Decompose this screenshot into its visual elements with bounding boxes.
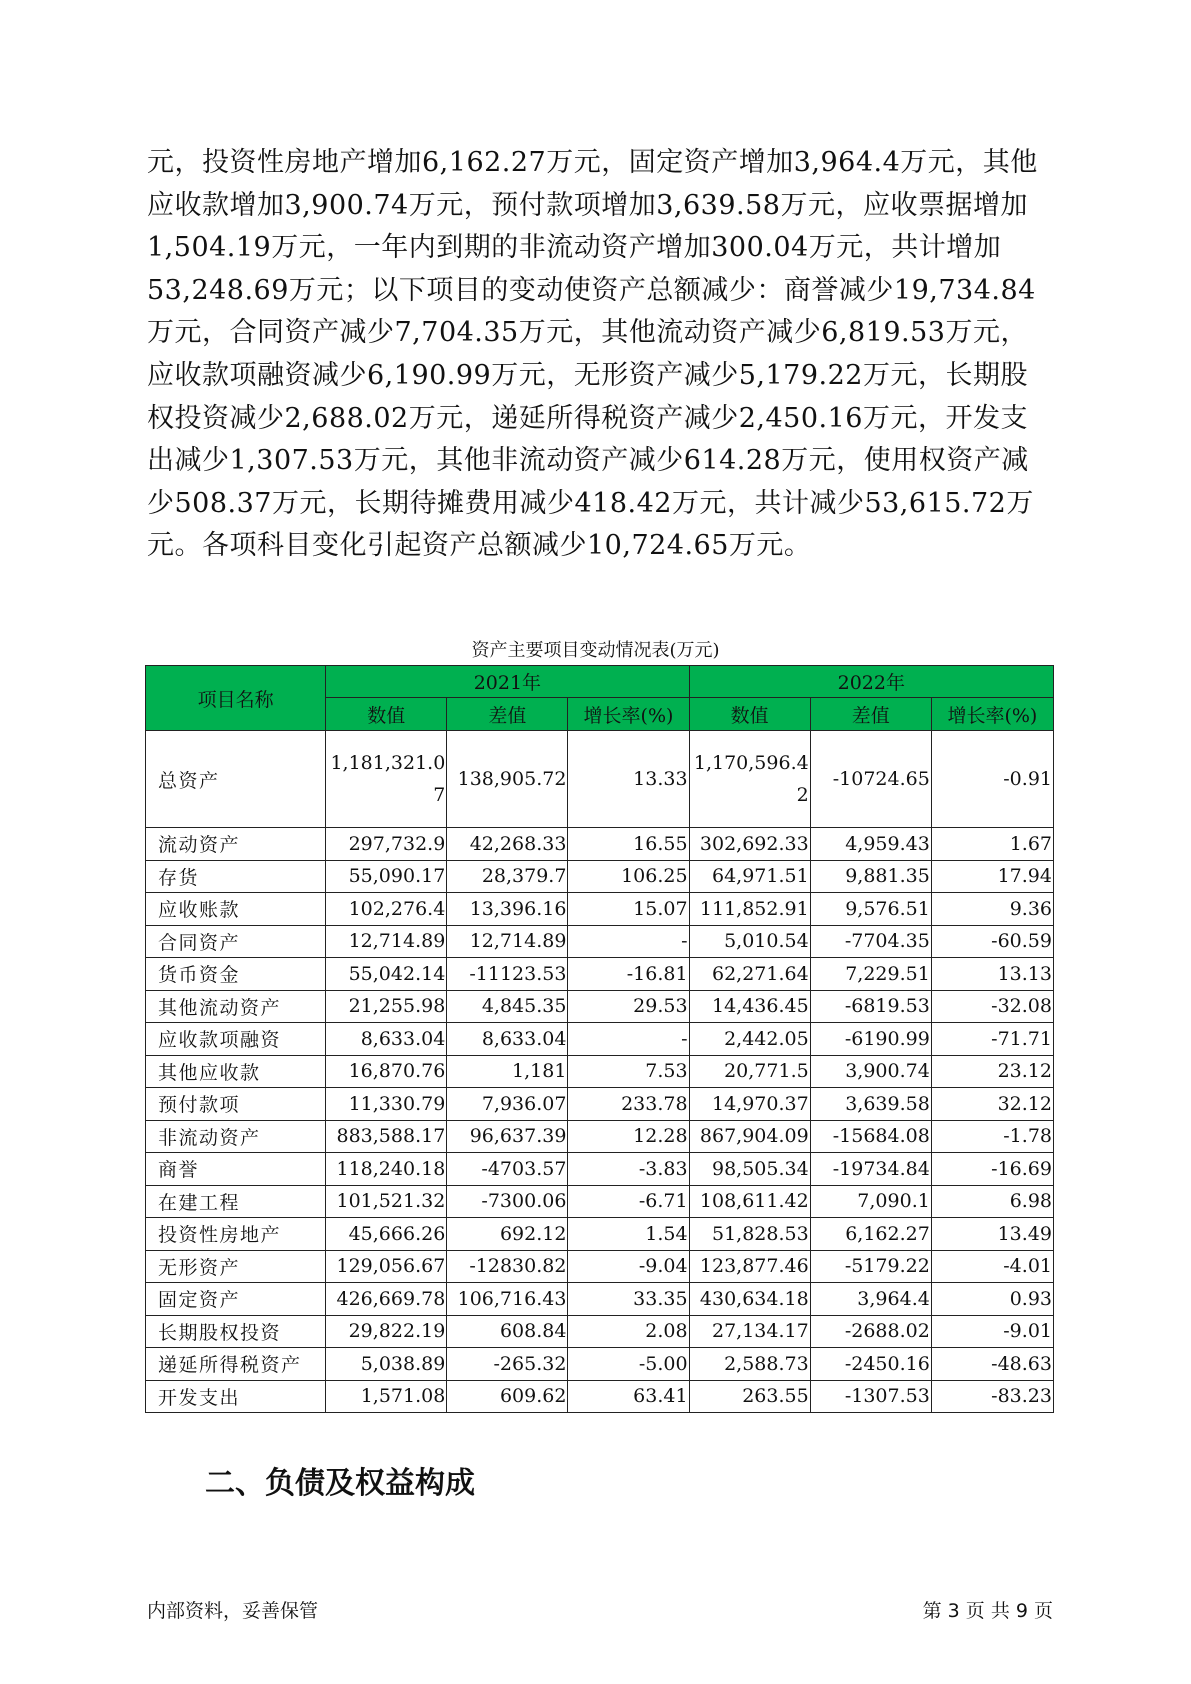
- table-row: [146, 1250, 1054, 1283]
- cell-rate-2022: 13.49: [931, 1218, 1053, 1251]
- cell-value-2022: 14,436.45: [689, 990, 810, 1023]
- cell-diff-2021: 106,716.43: [447, 1283, 568, 1316]
- row-item-name: 无形资产: [146, 1250, 326, 1283]
- cell-rate-2021: 233.78: [568, 1088, 689, 1121]
- cell-value-2022: 98,505.34: [689, 1153, 810, 1186]
- cell-diff-2021: 13,396.16: [447, 893, 568, 926]
- cell-diff-2022: -6819.53: [810, 990, 931, 1023]
- table-row: [146, 731, 1054, 828]
- cell-value-2021: 8,633.04: [326, 1023, 447, 1056]
- cell-value-2022: 108,611.42: [689, 1185, 810, 1218]
- row-item-name: 其他流动资产: [146, 990, 326, 1023]
- cell-value-2022: 867,904.09: [689, 1120, 810, 1153]
- cell-diff-2021: -4703.57: [447, 1153, 568, 1186]
- cell-rate-2021: 29.53: [568, 990, 689, 1023]
- row-item-name: 商誉: [146, 1153, 326, 1186]
- cell-diff-2021: 692.12: [447, 1218, 568, 1251]
- header-diff-2022: 差值: [810, 698, 931, 731]
- table-row: [146, 1120, 1054, 1153]
- cell-value-2022: 62,271.64: [689, 958, 810, 991]
- cell-rate-2021: 13.33: [568, 731, 689, 828]
- table-row: [146, 925, 1054, 958]
- cell-rate-2021: -: [568, 925, 689, 958]
- cell-value-2021: 102,276.4: [326, 893, 447, 926]
- table-row: [146, 1153, 1054, 1186]
- cell-value-2021: 426,669.78: [326, 1283, 447, 1316]
- cell-value-2021: 12,714.89: [326, 925, 447, 958]
- row-item-name: 固定资产: [146, 1283, 326, 1316]
- cell-rate-2021: -: [568, 1023, 689, 1056]
- cell-value-2022: 123,877.46: [689, 1250, 810, 1283]
- cell-value-2021: 21,255.98: [326, 990, 447, 1023]
- cell-rate-2022: -32.08: [931, 990, 1053, 1023]
- cell-value-2021: 45,666.26: [326, 1218, 447, 1251]
- cell-value-2021: 11,330.79: [326, 1088, 447, 1121]
- cell-rate-2022: -71.71: [931, 1023, 1053, 1056]
- cell-value-2021: 118,240.18: [326, 1153, 447, 1186]
- table-row: [146, 1380, 1054, 1413]
- cell-diff-2022: 7,229.51: [810, 958, 931, 991]
- cell-rate-2022: 23.12: [931, 1055, 1053, 1088]
- cell-value-2021: 55,090.17: [326, 860, 447, 893]
- cell-diff-2021: 1,181: [447, 1055, 568, 1088]
- cell-diff-2022: -6190.99: [810, 1023, 931, 1056]
- cell-value-2022: 64,971.51: [689, 860, 810, 893]
- cell-diff-2022: -5179.22: [810, 1250, 931, 1283]
- cell-value-2021: 55,042.14: [326, 958, 447, 991]
- header-rate-2022: 增长率(%): [931, 698, 1053, 731]
- cell-rate-2021: -5.00: [568, 1348, 689, 1381]
- cell-diff-2021: -11123.53: [447, 958, 568, 991]
- table-row: [146, 1023, 1054, 1056]
- cell-diff-2022: 3,639.58: [810, 1088, 931, 1121]
- row-item-name: 应收款项融资: [146, 1023, 326, 1056]
- cell-diff-2021: -12830.82: [447, 1250, 568, 1283]
- cell-rate-2022: -0.91: [931, 731, 1053, 828]
- cell-diff-2022: -1307.53: [810, 1380, 931, 1413]
- cell-rate-2022: -16.69: [931, 1153, 1053, 1186]
- cell-rate-2021: 7.53: [568, 1055, 689, 1088]
- cell-value-2022: 5,010.54: [689, 925, 810, 958]
- cell-rate-2022: 9.36: [931, 893, 1053, 926]
- cell-diff-2021: 4,845.35: [447, 990, 568, 1023]
- cell-value-2022: 1,170,596.42: [689, 731, 810, 828]
- cell-rate-2022: -9.01: [931, 1315, 1053, 1348]
- row-item-name: 非流动资产: [146, 1120, 326, 1153]
- cell-value-2021: 883,588.17: [326, 1120, 447, 1153]
- cell-rate-2022: 1.67: [931, 828, 1053, 861]
- page-number: 第 3 页 共 9 页: [922, 1600, 1053, 1622]
- cell-diff-2021: 7,936.07: [447, 1088, 568, 1121]
- body-paragraph: 元，投资性房地产增加6,162.27万元，固定资产增加3,964.4万元，其他应收款增加3,900.74万元，预付款项增加3,639.58万元，应收票据增加1,504.19万元，一年内到期的非流动资产增加300.04万元，共计增加53,248.69万元；以下项目的变动使资产总额减少：商誉减少19,734.84万元，合同资产减少7,704.35万元，其他流动资产减少6,819.53万元，应收款项融资减少6,190.99万元，无形资产减少5,179.22万元，长期股权投资减少2,688.02万元，递延所得税资产减少2,450.16万元，开发支出减少1,307.53万元，其他非流动资产减少614.28万元，使用权资产减少508.37万元，长期待摊费用减少418.42万元，共计减少53,615.72万元。各项科目变化引起资产总额减少10,724.65万元。: [147, 147, 1038, 562]
- row-item-name: 合同资产: [146, 925, 326, 958]
- header-diff-2021: 差值: [447, 698, 568, 731]
- cell-value-2022: 51,828.53: [689, 1218, 810, 1251]
- cell-diff-2022: -19734.84: [810, 1153, 931, 1186]
- row-item-name: 预付款项: [146, 1088, 326, 1121]
- row-item-name: 货币资金: [146, 958, 326, 991]
- table-row: [146, 1088, 1054, 1121]
- table-row: [146, 1315, 1054, 1348]
- section-heading: 二、负债及权益构成: [205, 1466, 475, 1501]
- cell-rate-2022: 6.98: [931, 1185, 1053, 1218]
- footer-note: 内部资料，妥善保管: [147, 1600, 319, 1622]
- row-item-name: 长期股权投资: [146, 1315, 326, 1348]
- cell-value-2021: 297,732.9: [326, 828, 447, 861]
- cell-value-2021: 29,822.19: [326, 1315, 447, 1348]
- cell-rate-2021: 2.08: [568, 1315, 689, 1348]
- cell-diff-2021: -7300.06: [447, 1185, 568, 1218]
- cell-diff-2022: -2688.02: [810, 1315, 931, 1348]
- row-item-name: 流动资产: [146, 828, 326, 861]
- header-year-2021: 2021年: [326, 666, 689, 698]
- cell-diff-2021: 138,905.72: [447, 731, 568, 828]
- cell-diff-2021: 608.84: [447, 1315, 568, 1348]
- cell-diff-2022: -2450.16: [810, 1348, 931, 1381]
- table-row: [146, 1055, 1054, 1088]
- row-item-name: 存货: [146, 860, 326, 893]
- table-row: [146, 1218, 1054, 1251]
- cell-rate-2021: -16.81: [568, 958, 689, 991]
- header-rate-2021: 增长率(%): [568, 698, 689, 731]
- cell-value-2021: 1,181,321.07: [326, 731, 447, 828]
- cell-rate-2021: -9.04: [568, 1250, 689, 1283]
- cell-value-2022: 302,692.33: [689, 828, 810, 861]
- cell-rate-2022: -48.63: [931, 1348, 1053, 1381]
- cell-diff-2021: 96,637.39: [447, 1120, 568, 1153]
- cell-diff-2022: -15684.08: [810, 1120, 931, 1153]
- cell-rate-2021: -6.71: [568, 1185, 689, 1218]
- cell-rate-2022: 13.13: [931, 958, 1053, 991]
- cell-rate-2021: 63.41: [568, 1380, 689, 1413]
- header-value-2021: 数值: [326, 698, 447, 731]
- cell-rate-2021: 12.28: [568, 1120, 689, 1153]
- row-item-name: 总资产: [146, 731, 326, 828]
- cell-value-2022: 263.55: [689, 1380, 810, 1413]
- table-row: [146, 1185, 1054, 1218]
- cell-diff-2021: 28,379.7: [447, 860, 568, 893]
- cell-value-2021: 1,571.08: [326, 1380, 447, 1413]
- row-item-name: 应收账款: [146, 893, 326, 926]
- cell-diff-2022: 7,090.1: [810, 1185, 931, 1218]
- cell-rate-2021: 33.35: [568, 1283, 689, 1316]
- cell-diff-2022: 9,881.35: [810, 860, 931, 893]
- table-row: [146, 893, 1054, 926]
- cell-value-2022: 20,771.5: [689, 1055, 810, 1088]
- cell-rate-2021: -3.83: [568, 1153, 689, 1186]
- cell-diff-2022: 3,964.4: [810, 1283, 931, 1316]
- cell-rate-2021: 106.25: [568, 860, 689, 893]
- cell-rate-2021: 16.55: [568, 828, 689, 861]
- row-item-name: 递延所得税资产: [146, 1348, 326, 1381]
- cell-rate-2022: -83.23: [931, 1380, 1053, 1413]
- cell-value-2022: 2,442.05: [689, 1023, 810, 1056]
- table-caption: 资产主要项目变动情况表(万元): [471, 640, 720, 661]
- cell-value-2022: 2,588.73: [689, 1348, 810, 1381]
- cell-diff-2021: 8,633.04: [447, 1023, 568, 1056]
- cell-diff-2022: -7704.35: [810, 925, 931, 958]
- table-body: [146, 731, 1054, 1413]
- cell-diff-2021: 609.62: [447, 1380, 568, 1413]
- cell-diff-2022: -10724.65: [810, 731, 931, 828]
- row-item-name: 其他应收款: [146, 1055, 326, 1088]
- header-item-name: 项目名称: [146, 666, 326, 731]
- row-item-name: 在建工程: [146, 1185, 326, 1218]
- row-item-name: 开发支出: [146, 1380, 326, 1413]
- cell-rate-2022: 17.94: [931, 860, 1053, 893]
- cell-diff-2022: 9,576.51: [810, 893, 931, 926]
- cell-rate-2021: 1.54: [568, 1218, 689, 1251]
- cell-rate-2022: 0.93: [931, 1283, 1053, 1316]
- table-row: [146, 958, 1054, 991]
- cell-rate-2021: 15.07: [568, 893, 689, 926]
- table-row: [146, 828, 1054, 861]
- cell-rate-2022: -60.59: [931, 925, 1053, 958]
- cell-value-2022: 430,634.18: [689, 1283, 810, 1316]
- table-row: [146, 990, 1054, 1023]
- cell-rate-2022: 32.12: [931, 1088, 1053, 1121]
- cell-diff-2021: -265.32: [447, 1348, 568, 1381]
- cell-value-2022: 14,970.37: [689, 1088, 810, 1121]
- cell-value-2022: 27,134.17: [689, 1315, 810, 1348]
- cell-rate-2022: -1.78: [931, 1120, 1053, 1153]
- cell-diff-2021: 12,714.89: [447, 925, 568, 958]
- table-row: [146, 1283, 1054, 1316]
- row-item-name: 投资性房地产: [146, 1218, 326, 1251]
- asset-change-table: [145, 665, 1054, 1413]
- cell-value-2021: 16,870.76: [326, 1055, 447, 1088]
- table-row: [146, 1348, 1054, 1381]
- cell-value-2021: 5,038.89: [326, 1348, 447, 1381]
- cell-diff-2022: 3,900.74: [810, 1055, 931, 1088]
- header-year-2022: 2022年: [689, 666, 1053, 698]
- cell-value-2022: 111,852.91: [689, 893, 810, 926]
- cell-value-2021: 101,521.32: [326, 1185, 447, 1218]
- header-value-2022: 数值: [689, 698, 810, 731]
- cell-diff-2021: 42,268.33: [447, 828, 568, 861]
- table-row: [146, 860, 1054, 893]
- cell-diff-2022: 6,162.27: [810, 1218, 931, 1251]
- cell-rate-2022: -4.01: [931, 1250, 1053, 1283]
- cell-value-2021: 129,056.67: [326, 1250, 447, 1283]
- cell-diff-2022: 4,959.43: [810, 828, 931, 861]
